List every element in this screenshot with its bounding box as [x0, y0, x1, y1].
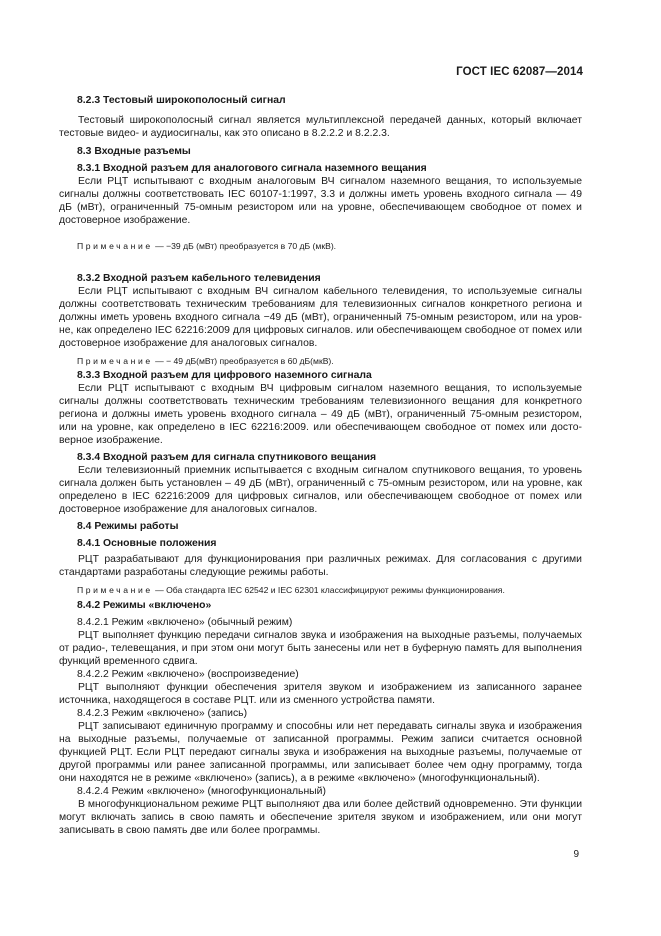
paragraph-8-4-2-1: РЦТ выполняет функцию передачи сигналов звука и изображения на выходные разъемы, получаемых от радио-, телевещания, и при этом они могут быть занесены или нет в буферную память для выполнения функций временного сдвига.: [59, 630, 582, 667]
note-text: — − 49 дБ(мВт) преобразуется в 60 дБ(мкВ).: [152, 356, 334, 366]
note-8-3-2: [59, 355, 582, 367]
section-heading-8-4-2: 8.4.2 Режимы «включено»: [77, 600, 212, 611]
subsection-8-4-2-1: 8.4.2.1 Режим «включено» (обычный режим): [77, 617, 293, 628]
note-text: — Оба стандарта IEC 62542 и IEC 62301 классифицируют режимы функционирования.: [152, 585, 505, 595]
section-heading-8-3-2: 8.3.2 Входной разъем кабельного телевидения: [77, 273, 321, 284]
paragraph-8-3-2: Если РЦТ испытывают с входным ВЧ сигналом кабельного телевидения, то используемые сигналы должны соответствовать техническим требованиям для телевизионных сигналов конкретного региона и должны иметь уровень входного сигнала −49 дБ (мВт), ограниченный 75-омным резистором, или на уровне, как определено IEC 62216:2009 для цифровых сигналов. или обеспечивающем свободное от помех или достоверное изображение для аналоговых сигналов.: [59, 286, 582, 349]
paragraph-8-3-3: Если РЦТ испытывают с входным ВЧ цифровым сигналом наземного вещания, то используемые сигналы должны соответствовать техническим требованиям телевизионного вещания для конкретного региона и должны иметь уровень входного сигнала – 49 дБ (мВт), ограниченный 75-омным резистором, или на уровне, как определено в IEC 62216:2009. или обеспечивающем свободное от помех или достоверное изображение.: [59, 383, 582, 446]
note-label: Примечание: [77, 241, 153, 251]
section-heading-8-4: 8.4 Режимы работы: [77, 521, 179, 532]
section-heading-8-2-3: 8.2.3 Тестовый широкополосный сигнал: [77, 95, 286, 106]
note-label: Примечание: [77, 585, 153, 595]
paragraph-8-4-1: РЦТ разрабатывают для функционирования при различных режимах. Для согласования с другими стандартами разработаны следующие режимы работы.: [59, 554, 582, 578]
note-8-4-1: [59, 584, 582, 596]
section-heading-8-3-3: 8.3.3 Входной разъем для цифрового наземного сигнала: [77, 370, 372, 381]
standard-header: ГОСТ IEC 62087—2014: [456, 66, 583, 78]
note-text: — −39 дБ (мВт) преобразуется в 70 дБ (мкВ).: [152, 241, 337, 251]
paragraph-8-4-2-4: В многофункциональном режиме РЦТ выполняют два или более действий одновременно. Эти функции могут включать запись в свою память и обеспечение зрителя звуком и изображением, или они могут записывать в свою память две или более программы.: [59, 799, 582, 836]
section-heading-8-3-1: 8.3.1 Входной разъем для аналогового сигнала наземного вещания: [77, 163, 427, 174]
subsection-8-4-2-3: 8.4.2.3 Режим «включено» (запись): [77, 708, 248, 719]
subsection-8-4-2-2: 8.4.2.2 Режим «включено» (воспроизведение): [77, 669, 299, 680]
section-heading-8-3: 8.3 Входные разъемы: [77, 146, 191, 157]
paragraph-8-3-4: Если телевизионный приемник испытывается с входным сигналом спутникового вещания, то уровень сигнала должен быть установлен – 49 дБ (мВт), ограниченный с 75-омным резистором, или на уровне, как определено в IEC 62216:2009 для цифровых сигналов, или обеспечивающем свободное от помех или достоверное изображение для аналоговых сигналов.: [59, 465, 582, 515]
paragraph-8-4-2-2: РЦТ выполняют функции обеспечения зрителя звуком и изображением из записанного заранее источника, находящегося в составе РЦТ. или из сменного устройства памяти.: [59, 682, 582, 706]
paragraph-8-4-2-3: РЦТ записывают единичную программу и способны или нет передавать сигналы звука и изображения на выходные разъемы, получаемые от записанной программы. Режим записи считается основной функцией РЦТ. Если РЦТ передают сигналы звука и изображения на выходные разъемы, получаемые от другой программы или ранее записанной программы, или записывает более чем одну программу, тогда они находятся не в режиме «включено» (запись), а в режиме «включено» (многофункциональный).: [59, 721, 582, 784]
paragraph-8-3-1: Если РЦТ испытывают с входным аналоговым ВЧ сигналом наземного вещания, то используемые сигналы должны соответствовать IEC 60107-1:1997, 3.3 и должны иметь уровень входного сигнала — 49 дБ (мВт), ограниченный 75-омным резистором или на уровне, обеспечивающем свободное от помех и достоверное изображение.: [59, 176, 582, 226]
note-label: Примечание: [77, 356, 153, 366]
paragraph-8-2-3: Тестовый широкополосный сигнал является мультиплексной передачей данных, который включает тестовые видео- и аудиосигналы, как это описано в 8.2.2.2 и 8.2.2.3.: [59, 115, 582, 139]
subsection-8-4-2-4: 8.4.2.4 Режим «включено» (многофункциональный): [77, 786, 326, 797]
page-number: 9: [573, 849, 579, 860]
section-heading-8-3-4: 8.3.4 Входной разъем для сигнала спутникового вещания: [77, 452, 377, 463]
section-heading-8-4-1: 8.4.1 Основные положения: [77, 538, 217, 549]
note-8-3-1: [59, 240, 582, 252]
document-body: [59, 94, 582, 837]
